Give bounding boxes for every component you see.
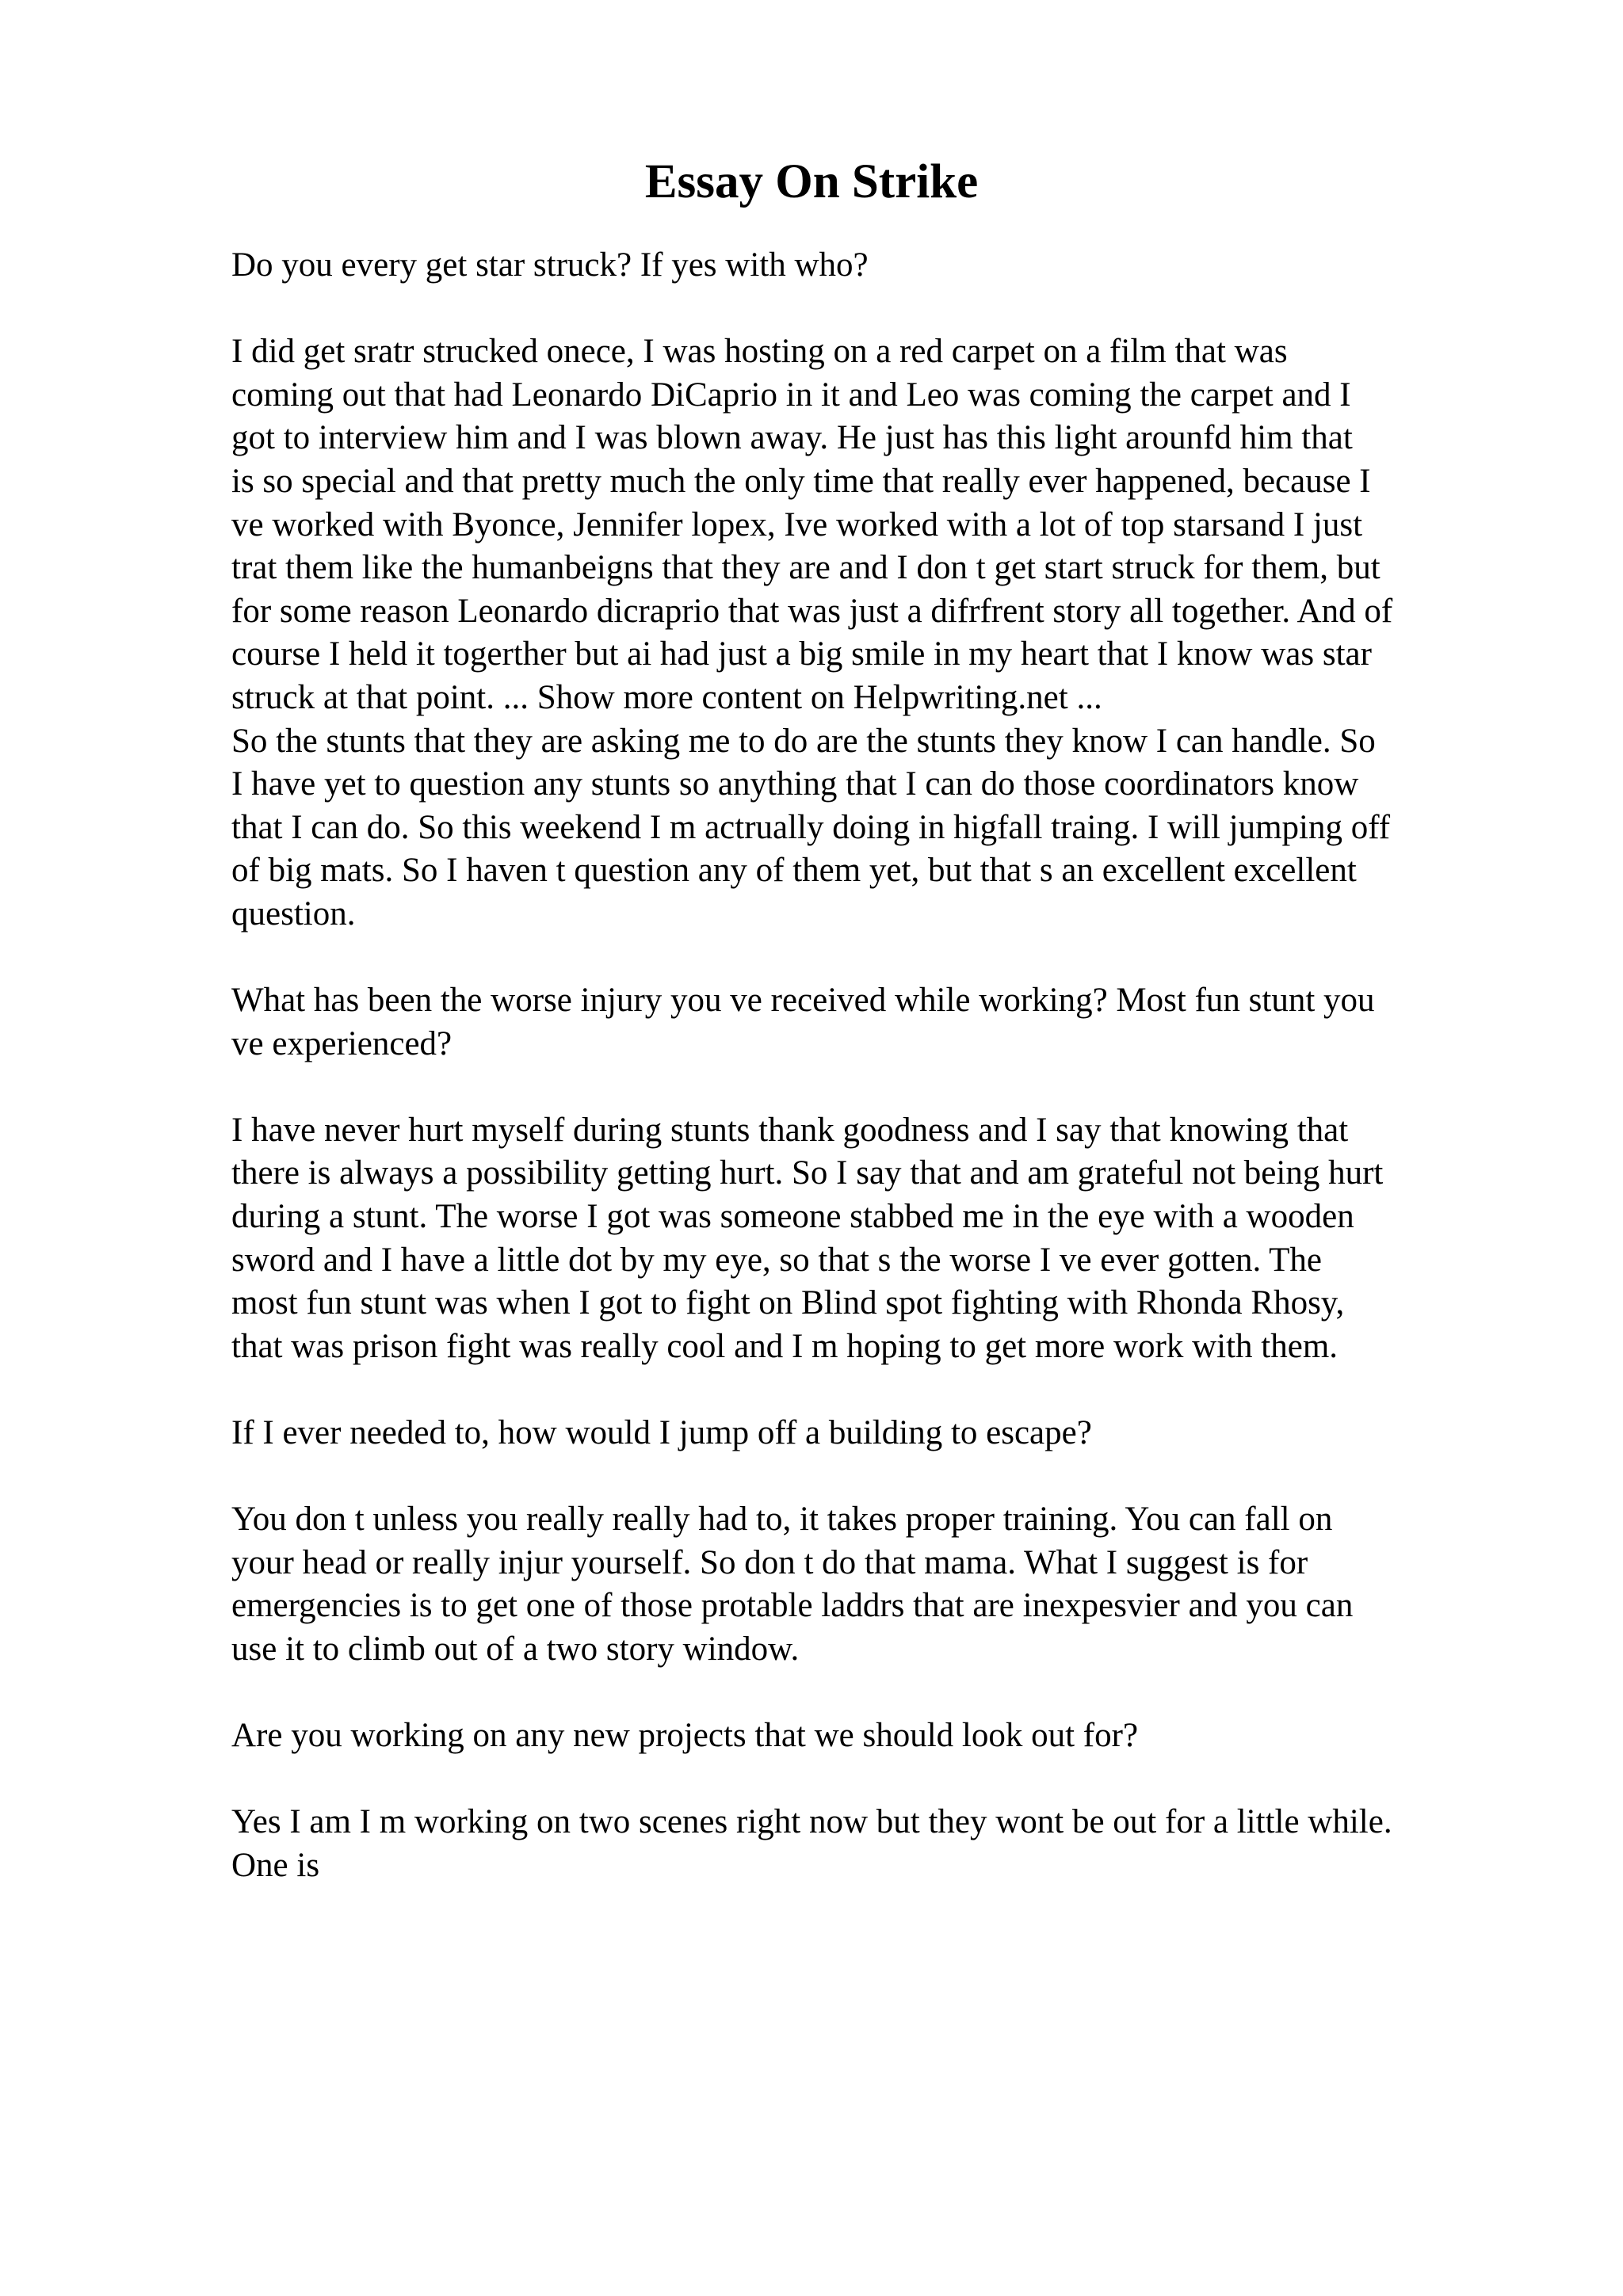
answer-paragraph: I have never hurt myself during stunts thank goodness and I say that knowing that there is always a possibility getting hurt. So I say that and am grateful not being hurt during a stunt. The worse I got was someone stabbed me in the eye with a wooden sword and I have a little dot by my eye, so that s the worse I ve ever gotten. The most fun stunt was when I got to fight on Blind spot fighting with Rhonda Rhosy, that was prison fight was really cool and I m hoping to get more work with them. bbox=[231, 1111, 1384, 1365]
paragraph-spacer bbox=[231, 1066, 1515, 1109]
document-body bbox=[231, 244, 1515, 1888]
question-paragraph: Do you every get star struck? If yes with who? bbox=[231, 246, 869, 284]
paragraph-spacer bbox=[231, 1455, 1515, 1499]
answer-paragraph: So the stunts that they are asking me to do are the stunts they know I can handle. So I have yet to question any stunts so anything that I can do those coordinators know that I can do. So this weekend I m actrually doing in higfall traing. I will jumping off of big mats. So I haven t question any of them yet, but that s an excellent excellent question. bbox=[231, 722, 1391, 933]
paragraph-spacer bbox=[231, 1368, 1515, 1412]
paragraph-spacer bbox=[231, 1672, 1515, 1715]
paragraph-spacer bbox=[231, 1758, 1515, 1802]
question-paragraph: What has been the worse injury you ve received while working? Most fun stunt you ve experienced? bbox=[231, 982, 1375, 1062]
document-title: Essay On Strike bbox=[644, 155, 979, 208]
answer-paragraph: Yes I am I m working on two scenes right now but they wont be out for a little while. One is bbox=[231, 1803, 1392, 1884]
answer-paragraph: I did get sratr strucked onece, I was hosting on a red carpet on a film that was coming out that had Leonardo DiCaprio in it and Leo was coming the carpet and I got to interview him and I was blown away. He just has this light arounfd him that is so special and that pretty much the only time that really ever happened, because I ve worked with Byonce, Jennifer lopex, Ive worked with a lot of top starsand I just trat them like the humanbeigns that they are and I don t get start struck for them, but for some reason Leonardo dicraprio that was just a difrfrent story all together. And of course I held it togerther but ai had just a big smile in my heart that I know was star struck at that point. ... Show more content on Helpwriting.net ... bbox=[231, 333, 1393, 716]
question-paragraph: Are you working on any new projects that we should look out for? bbox=[231, 1717, 1139, 1755]
paragraph-spacer bbox=[231, 288, 1515, 331]
answer-paragraph: You don t unless you really really had to, it takes proper training. You can fall on your head or really injur yourself. So don t do that mama. What I suggest is for emergencies is to get one of those protable laddrs that are inexpesvier and you can use it to climb out of a two story window. bbox=[231, 1501, 1354, 1668]
question-paragraph: If I ever needed to, how would I jump off a building to escape? bbox=[231, 1414, 1092, 1452]
paragraph-spacer bbox=[231, 936, 1515, 980]
